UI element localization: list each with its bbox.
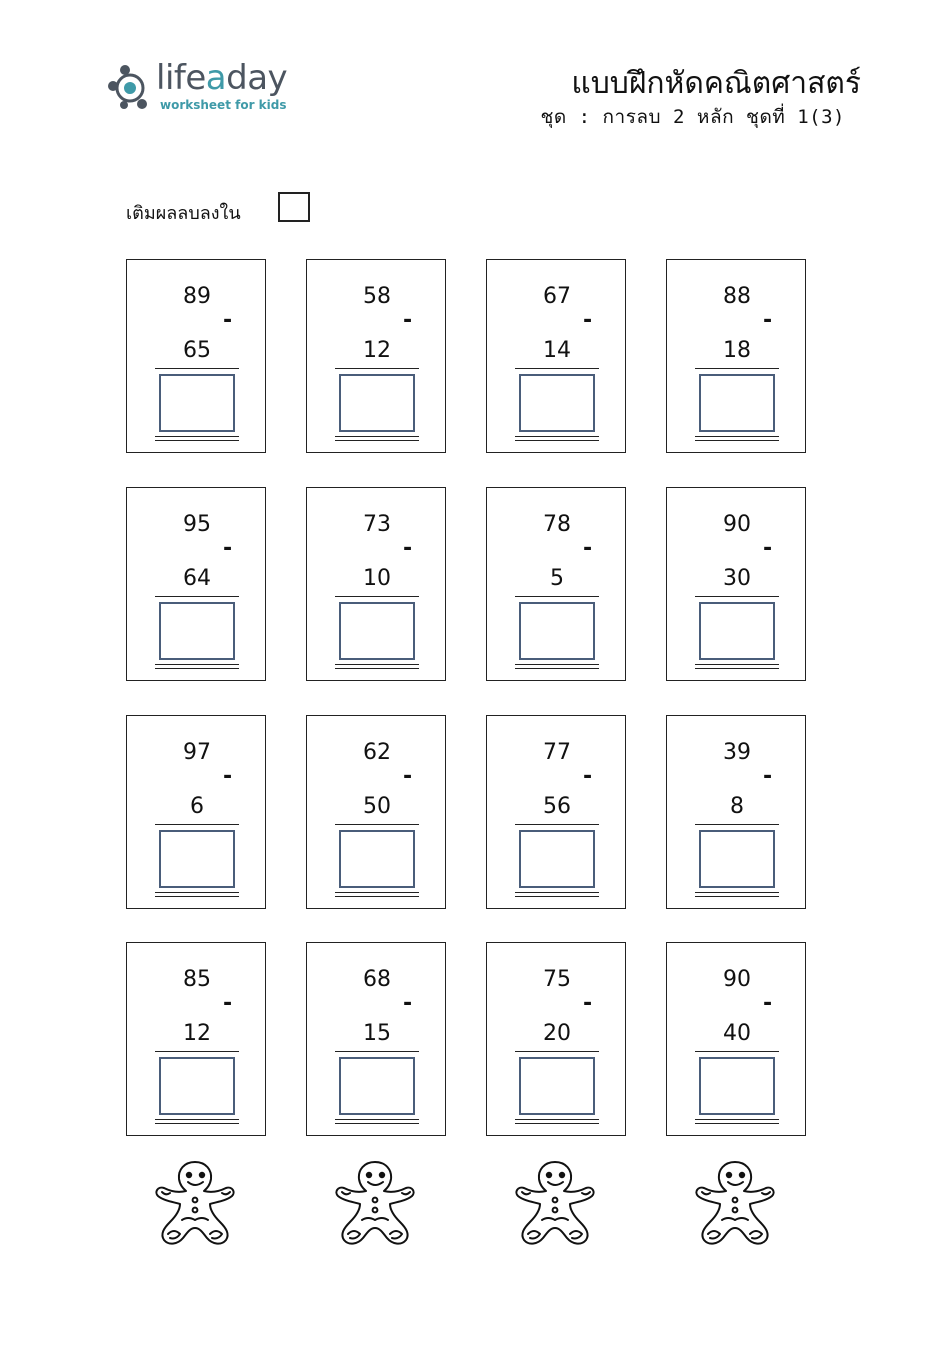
- gingerbread-man-icon: [330, 1158, 420, 1258]
- answer-box[interactable]: [699, 830, 775, 888]
- double-underline: [335, 892, 419, 897]
- problem-card: [306, 715, 446, 909]
- problem-card: [666, 259, 806, 453]
- subtrahend: 40: [723, 1021, 751, 1046]
- minuend: 85: [183, 967, 211, 992]
- sum-line: [155, 596, 239, 597]
- sum-line: [335, 368, 419, 369]
- minuend: 62: [363, 740, 391, 765]
- sum-line: [515, 368, 599, 369]
- minuend: 68: [363, 967, 391, 992]
- subtrahend: 15: [363, 1021, 391, 1046]
- minus-sign: -: [223, 764, 233, 789]
- sum-line: [695, 368, 779, 369]
- subtrahend: 30: [723, 566, 751, 591]
- answer-box[interactable]: [159, 374, 235, 432]
- minus-sign: -: [583, 308, 593, 333]
- subtrahend: 56: [543, 794, 571, 819]
- sum-line: [335, 596, 419, 597]
- problem-card: [486, 942, 626, 1136]
- answer-box[interactable]: [699, 602, 775, 660]
- instruction-sample-box: [278, 192, 310, 222]
- answer-box[interactable]: [519, 830, 595, 888]
- subtrahend: 12: [363, 338, 391, 363]
- minus-sign: -: [223, 536, 233, 561]
- logo-tagline: worksheet for kids: [160, 98, 287, 112]
- problem-card: [486, 487, 626, 681]
- problem-card: [666, 942, 806, 1136]
- problem-card: [126, 715, 266, 909]
- logo-wordmark: lifeaday: [156, 58, 288, 98]
- problem-card: [306, 487, 446, 681]
- answer-box[interactable]: [339, 830, 415, 888]
- minuend: 58: [363, 284, 391, 309]
- double-underline: [155, 664, 239, 669]
- subtrahend: 50: [363, 794, 391, 819]
- minuend: 95: [183, 512, 211, 537]
- answer-box[interactable]: [159, 1057, 235, 1115]
- minuend: 89: [183, 284, 211, 309]
- minus-sign: -: [763, 308, 773, 333]
- double-underline: [335, 664, 419, 669]
- minus-sign: -: [403, 536, 413, 561]
- minuend: 67: [543, 284, 571, 309]
- minus-sign: -: [763, 764, 773, 789]
- minus-sign: -: [763, 991, 773, 1016]
- answer-box[interactable]: [339, 1057, 415, 1115]
- minuend: 90: [723, 967, 751, 992]
- answer-box[interactable]: [519, 374, 595, 432]
- minus-sign: -: [403, 308, 413, 333]
- sum-line: [335, 1051, 419, 1052]
- subtrahend: 6: [190, 794, 204, 819]
- double-underline: [515, 1119, 599, 1124]
- subtrahend: 64: [183, 566, 211, 591]
- sum-line: [695, 596, 779, 597]
- answer-box[interactable]: [519, 1057, 595, 1115]
- minus-sign: -: [763, 536, 773, 561]
- sum-line: [695, 824, 779, 825]
- minus-sign: -: [583, 536, 593, 561]
- answer-box[interactable]: [159, 602, 235, 660]
- subtrahend: 14: [543, 338, 571, 363]
- sum-line: [695, 1051, 779, 1052]
- sum-line: [515, 1051, 599, 1052]
- minuend: 73: [363, 512, 391, 537]
- minus-sign: -: [583, 764, 593, 789]
- problem-card: [306, 259, 446, 453]
- problem-card: [126, 942, 266, 1136]
- answer-box[interactable]: [339, 602, 415, 660]
- double-underline: [335, 436, 419, 441]
- gingerbread-man-icon: [150, 1158, 240, 1258]
- double-underline: [695, 1119, 779, 1124]
- minuend: 78: [543, 512, 571, 537]
- minuend: 97: [183, 740, 211, 765]
- logo: [108, 60, 308, 120]
- gingerbread-man-icon: [510, 1158, 600, 1258]
- subtrahend: 10: [363, 566, 391, 591]
- problem-card: [306, 942, 446, 1136]
- answer-box[interactable]: [159, 830, 235, 888]
- minuend: 88: [723, 284, 751, 309]
- problem-card: [126, 259, 266, 453]
- subtrahend: 12: [183, 1021, 211, 1046]
- minuend: 77: [543, 740, 571, 765]
- minus-sign: -: [223, 991, 233, 1016]
- answer-box[interactable]: [339, 374, 415, 432]
- double-underline: [695, 664, 779, 669]
- answer-box[interactable]: [699, 1057, 775, 1115]
- subtrahend: 65: [183, 338, 211, 363]
- double-underline: [515, 436, 599, 441]
- double-underline: [695, 436, 779, 441]
- problem-card: [126, 487, 266, 681]
- minus-sign: -: [403, 764, 413, 789]
- double-underline: [155, 1119, 239, 1124]
- sum-line: [155, 1051, 239, 1052]
- problem-card: [666, 487, 806, 681]
- minuend: 39: [723, 740, 751, 765]
- page-subtitle: ชุด : การลบ 2 หลัก ชุดที่ 1(3): [540, 106, 845, 128]
- gingerbread-man-icon: [690, 1158, 780, 1258]
- sum-line: [155, 368, 239, 369]
- double-underline: [515, 664, 599, 669]
- minus-sign: -: [583, 991, 593, 1016]
- sum-line: [335, 824, 419, 825]
- page-title: แบบฝึกหัดคณิตศาสตร์: [571, 66, 861, 101]
- double-underline: [695, 892, 779, 897]
- sum-line: [515, 596, 599, 597]
- answer-box[interactable]: [519, 602, 595, 660]
- minuend: 90: [723, 512, 751, 537]
- double-underline: [155, 892, 239, 897]
- double-underline: [155, 436, 239, 441]
- problem-card: [486, 715, 626, 909]
- minuend: 75: [543, 967, 571, 992]
- subtrahend: 5: [550, 566, 564, 591]
- problem-card: [486, 259, 626, 453]
- sum-line: [515, 824, 599, 825]
- instruction-text: เติมผลลบลงใน: [126, 203, 241, 224]
- sum-line: [155, 824, 239, 825]
- logo-molecule-icon: [108, 62, 152, 110]
- subtrahend: 18: [723, 338, 751, 363]
- subtrahend: 20: [543, 1021, 571, 1046]
- double-underline: [515, 892, 599, 897]
- minus-sign: -: [223, 308, 233, 333]
- subtrahend: 8: [730, 794, 744, 819]
- double-underline: [335, 1119, 419, 1124]
- answer-box[interactable]: [699, 374, 775, 432]
- problem-card: [666, 715, 806, 909]
- minus-sign: -: [403, 991, 413, 1016]
